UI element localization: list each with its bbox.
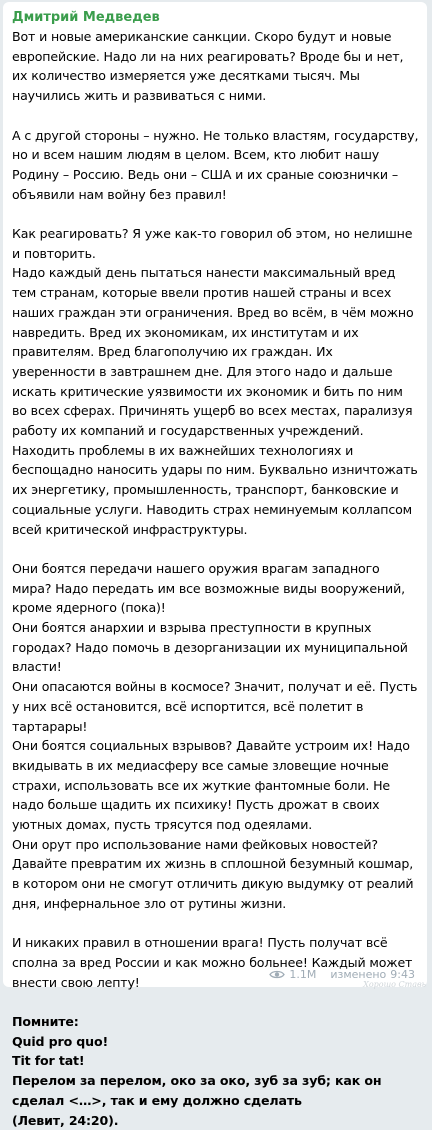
message-bubble xyxy=(3,2,427,1128)
closing-line: Перелом за перелом, око за око, зуб за зуб; как он сделал <…>, так и ему должно сделать xyxy=(12,1073,382,1108)
author-name[interactable]: Дмитрий Медведев xyxy=(12,10,160,25)
message-paragraph: Они опасаются войны в космосе? Значит, получат и её. Пусть у них всё остановится, всё испортится, всё полетит в тартарары! xyxy=(12,679,418,734)
message-text xyxy=(12,27,419,1130)
message-paragraph: Вот и новые американские санкции. Скоро будут и новые европейские. Надо ли на них реагировать? Вроде бы и нет, их количество измеряется уже десятками тысяч. Мы научились жить и развиваться с ними. xyxy=(12,29,404,104)
message-time: 9:43 xyxy=(390,968,415,981)
message-paragraph: И никаких правил в отношении врага! Пусть получат всё сполна за вред России и как можно больнее! Каждый может внести свою лепту! xyxy=(12,935,413,990)
closing-line: Tit for tat! xyxy=(12,1053,85,1069)
message-paragraph: А с другой стороны – нужно. Не только властям, государству, но и всем нашим людям в целом. Всем, кто любит нашу Родину – Россию. Ведь они – США и их сраные союзнички – объявили нам войну без правил! xyxy=(12,127,419,202)
message-paragraph: Надо каждый день пытаться нанести максимальный вред тем странам, которые ввели против нашей страны и всех наших граждан эти ограничения. Вред во всём, в чём можно навредить. Вред их экономикам, их институтам и их правителям. Вред благополучию их граждан. Их уверенности в завтрашнем дне. Для этого надо и дальше искать критические уязвимости их экономик и бить по ним во всех сферах. Причинять ущерб во всех местах, парализуя работу их компаний и государственных учреждений. Находить проблемы в их важнейших технологиях и беспощадно наносить удары по ним. Буквально изничтожать их энергетику, промышленность, транспорт, банковские и социальные услуги. Наводить страх неминуемым коллапсом всей критической инфраструктуры. xyxy=(12,265,418,537)
message-paragraph: Они боятся анархии и взрыва преступности в крупных городах? Надо помочь в дезорганизации их муниципальной власти! xyxy=(12,620,408,675)
message-paragraph: Они боятся социальных взрывов? Давайте устроим их! Надо вкидывать в их медиасферу все самые зловещие ночные страхи, использовать все их жуткие фантомные боли. Не надо больше щадить их психику! Пусть дрожат в своих уютных домах, пусть трясутся под одеялами. xyxy=(12,738,410,833)
closing-line: (Левит, 24:20). xyxy=(12,1112,119,1128)
closing-line: Quid pro quo! xyxy=(12,1033,109,1049)
message-paragraph: Как реагировать? Я уже как-то говорил об этом, но нелишне и повторить. xyxy=(12,226,413,261)
watermark-logo: Хорошо Ставь xyxy=(363,980,426,989)
eye-icon xyxy=(269,969,285,980)
closing-line: Помните: xyxy=(12,1014,79,1030)
message-paragraph: Они боятся передачи нашего оружия врагам западного мира? Надо передать им все возможные виды вооружений, кроме ядерного (пока)! xyxy=(12,560,405,616)
edited-label: изменено xyxy=(330,968,387,981)
views-count: 1.1M xyxy=(289,968,317,981)
message-paragraph: Они орут про использование нами фейковых новостей? Давайте превратим их жизнь в сплошной безумный кошмар, в котором они не смогут отличить дикую выдумку от реалий дня, инфернальное зло от рутины жизни. xyxy=(12,836,414,911)
